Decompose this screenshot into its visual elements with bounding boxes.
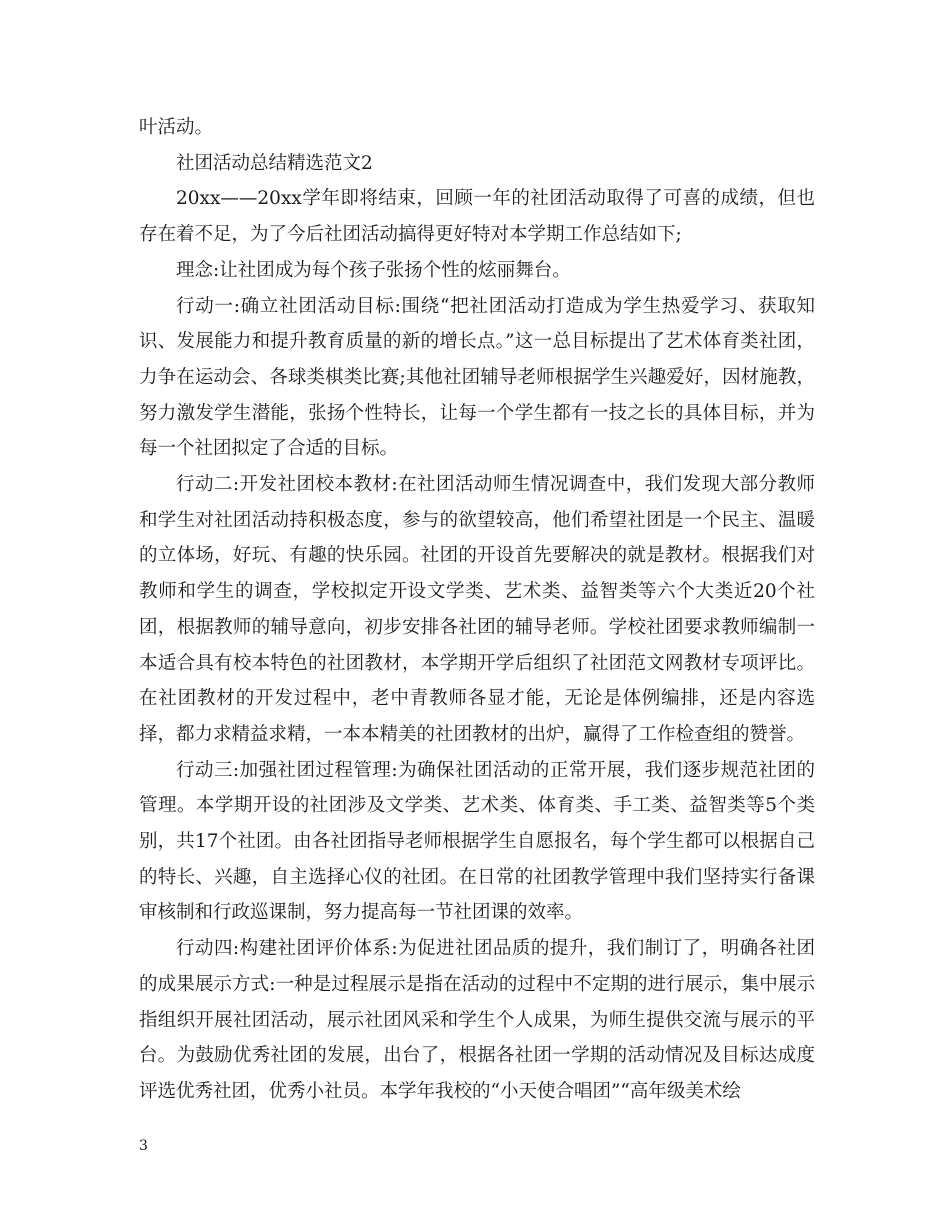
- paragraph-action-three: 行动三:加强社团过程管理:为确保社团活动的正常开展，我们逐步规范社团的管理。本学期开设的社团涉及文学类、艺术类、体育类、手工类、益智类等5个类别，共17个社团。由各社团指导老师根据学生自愿报名，每个学生都可以根据自己的特长、兴趣，自主选择心仪的社团。在日常的社团教学管理中我们坚持实行备课审核制和行政巡课制，努力提高每一节社团课的效率。: [139, 759, 815, 924]
- paragraph-continuation: 叶活动。: [139, 117, 214, 138]
- paragraph-intro: 20xx——20xx学年即将结束，回顾一年的社团活动取得了可喜的成绩，但也存在着不足，为了今后社团活动搞得更好特对本学期工作总结如下;: [139, 188, 815, 246]
- page-number: 3: [139, 1138, 148, 1154]
- paragraph-action-one: 行动一:确立社团活动目标:围绕“把社团活动打造成为学生热爱学习、获取知识、发展能力和提升教育质量的新的增长点。”这一总目标提出了艺术体育类社团，力争在运动会、各球类棋类比赛;其他社团辅导老师根据学生兴趣爱好，因材施教，努力激发学生潜能，张扬个性特长，让每一个学生都有一技之长的具体目标，并为每一个社团拟定了合适的目标。: [139, 295, 815, 460]
- section-heading: 社团活动总结精选范文2: [176, 152, 373, 174]
- document-body: [139, 110, 815, 1110]
- paragraph-action-four: 行动四:构建社团评价体系:为促进社团品质的提升，我们制订了，明确各社团的成果展示方式:一种是过程展示是指在活动的过程中不定期的进行展示，集中展示指组织开展社团活动，展示社团风采和学生个人成果，为师生提供交流与展示的平台。为鼓励优秀社团的发展，出台了，根据各社团一学期的活动情况及目标达成度评选优秀社团，优秀小社员。本学年我校的“小天使合唱团”“高年级美术绘: [139, 938, 815, 1102]
- paragraph-action-two: 行动二:开发社团校本教材:在社团活动师生情况调查中，我们发现大部分教师和学生对社团活动持积极态度，参与的欲望较高，他们希望社团是一个民主、温暖的立体场，好玩、有趣的快乐园。社团的开设首先要解决的就是教材。根据我们对教师和学生的调查，学校拟定开设文学类、艺术类、益智类等六个大类近20个社团，根据教师的辅导意向，初步安排各社团的辅导老师。学校社团要求教师编制一本适合具有校本特色的社团教材，本学期开学后组织了社团范文网教材专项评比。在社团教材的开发过程中，老中青教师各显才能，无论是体例编排，还是内容选择，都力求精益求精，一本本精美的社团教材的出炉，赢得了工作检查组的赞誉。: [139, 474, 815, 745]
- paragraph-philosophy: 理念:让社团成为每个孩子张扬个性的炫丽舞台。: [176, 259, 571, 281]
